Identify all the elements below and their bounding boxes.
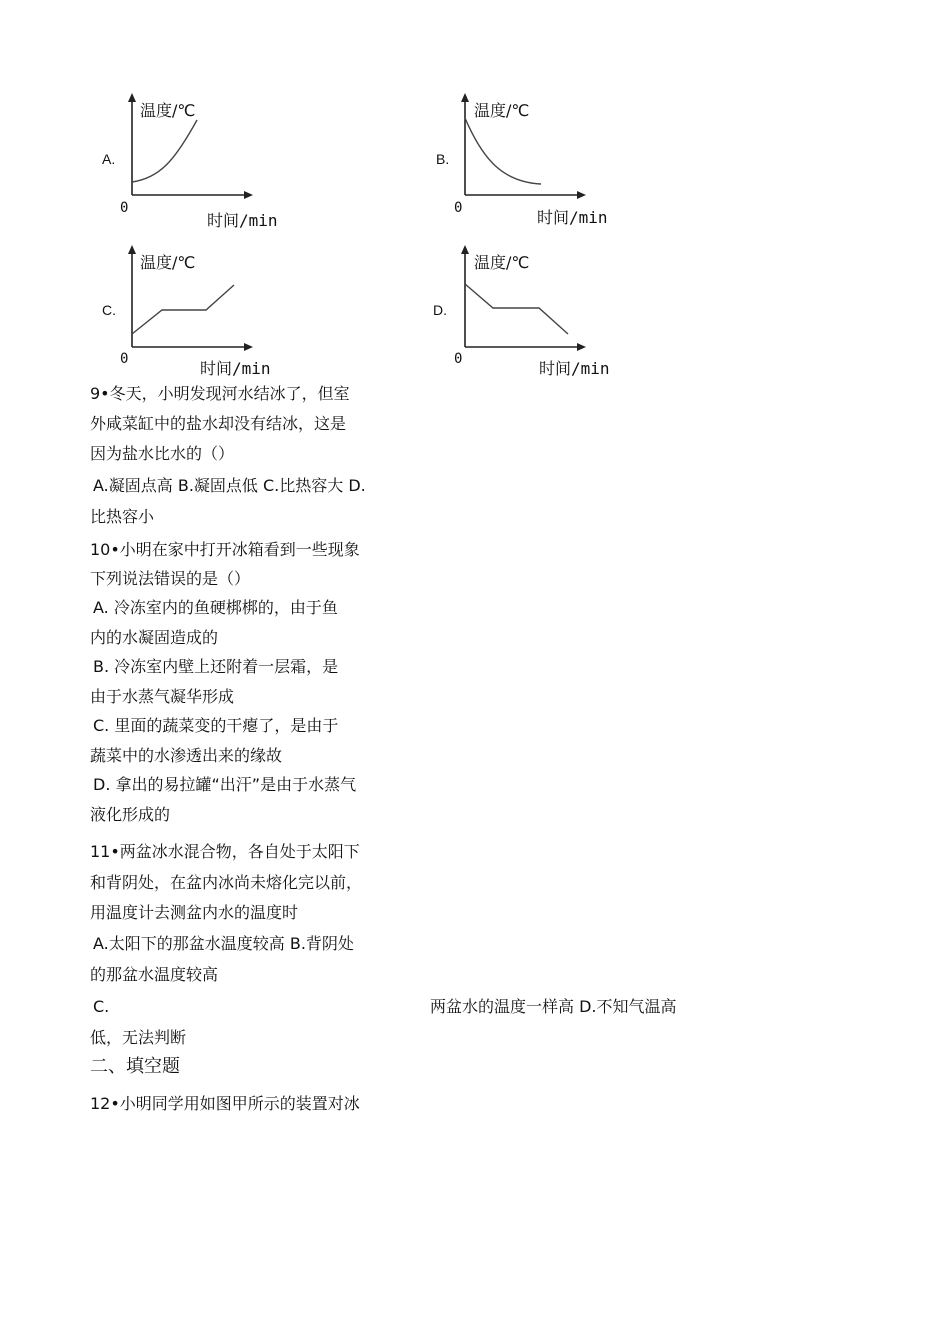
graph-a-curve [132, 120, 197, 182]
q11-line-2: 和背阴处，在盆内冰尚未熔化完以前， [90, 873, 363, 892]
q10-line-2: 下列说法错误的是（） [90, 569, 251, 588]
q11-option-c-text: 两盆水的温度一样高 D.不知气温高 [430, 997, 677, 1016]
y-axis-label: 温度/℃ [140, 253, 196, 272]
q10-option-c-2: 蔬菜中的水渗透出来的缘故 [90, 746, 283, 765]
q9-options-line-2: 比热容小 [90, 507, 155, 526]
x-axis-label: 时间/min [200, 359, 271, 378]
q9-line-1: 9•冬天，小明发现河水结冰了，但室 [90, 384, 350, 403]
origin-label: 0 [120, 200, 129, 216]
section-title: 二、填空题 [90, 1056, 180, 1077]
q11-options-line-2: 的那盆水温度较高 [90, 965, 219, 984]
origin-label: 0 [120, 351, 129, 367]
q11-last-line: 低，无法判断 [90, 1028, 187, 1047]
q10-option-a-1: A. 冷冻室内的鱼硬梆梆的，由于鱼 [93, 598, 338, 617]
q11-line-1: 11•两盆冰水混合物，各自处于太阳下 [90, 842, 360, 861]
graph-d-line [465, 284, 568, 334]
q12-line-1: 12•小明同学用如图甲所示的装置对冰 [90, 1094, 360, 1113]
origin-label: 0 [454, 200, 463, 216]
x-axis-label: 时间/min [539, 359, 610, 378]
q10-option-b-1: B. 冷冻室内壁上还附着一层霜，是 [93, 657, 339, 676]
q9-line-2: 外咸菜缸中的盐水却没有结冰，这是 [90, 414, 347, 433]
graph-c-plot [120, 242, 260, 357]
q10-option-b-2: 由于水蒸气凝华形成 [90, 687, 235, 706]
q11-option-c-label: C. [93, 997, 110, 1016]
q11-line-3: 用温度计去测盆内水的温度时 [90, 903, 299, 922]
y-axis-label: 温度/℃ [474, 101, 530, 120]
x-axis-label: 时间/min [207, 211, 278, 230]
q10-option-d-2: 液化形成的 [90, 805, 171, 824]
q10-line-1: 10•小明在家中打开冰箱看到一些现象 [90, 540, 360, 559]
q10-option-a-2: 内的水凝固造成的 [90, 628, 219, 647]
graph-c-line [132, 285, 234, 334]
q11-options-line-1: A.太阳下的那盆水温度较高 B.背阴处 [93, 934, 354, 953]
graph-d-plot [453, 242, 593, 357]
x-axis-label: 时间/min [537, 208, 608, 227]
origin-label: 0 [454, 351, 463, 367]
graph-a-plot [120, 90, 260, 205]
graph-b-curve [465, 118, 541, 184]
option-a-label: A. [102, 151, 116, 167]
q9-line-3: 因为盐水比水的（） [90, 444, 235, 463]
q10-option-c-1: C. 里面的蔬菜变的干瘪了，是由于 [93, 716, 339, 735]
q9-options-line-1: A.凝固点高 B.凝固点低 C.比热容大 D. [93, 476, 366, 495]
option-c-label: C. [102, 302, 116, 318]
graph-b-plot [453, 90, 593, 205]
y-axis-label: 温度/℃ [140, 101, 196, 120]
q10-option-d-1: D. 拿出的易拉罐“出汗”是由于水蒸气 [93, 775, 357, 794]
option-d-label: D. [433, 302, 447, 318]
y-axis-label: 温度/℃ [474, 253, 530, 272]
option-b-label: B. [436, 151, 450, 167]
